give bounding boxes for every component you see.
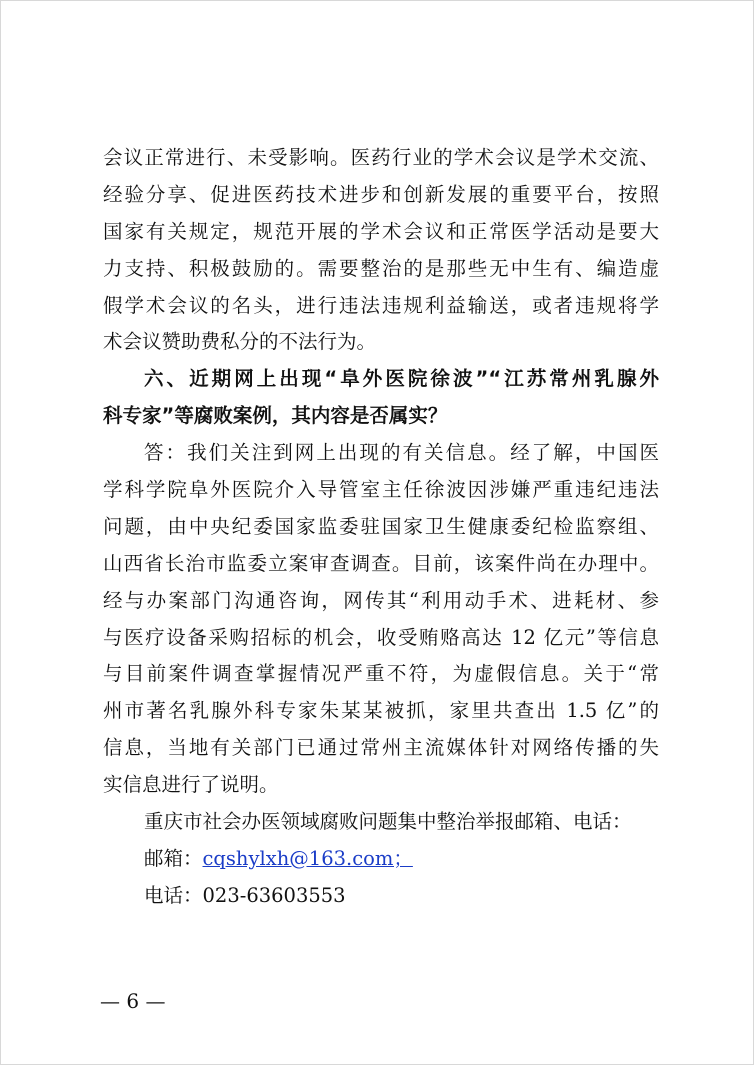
email-label: 邮箱： [144, 846, 203, 870]
question-heading: 科专家”等腐败案例，其内容是否属实？ [103, 404, 448, 428]
contact-heading: 重庆市社会办医领域腐败问题集中整治举报邮箱、电话： [144, 810, 632, 834]
answer-line: 与目前案件调查掌握情况严重不符，为虚假信息。关于“常 [103, 662, 659, 686]
body-line: 会议正常进行、未受影响。医药行业的学术会议是学术交流、 [103, 146, 659, 169]
answer-line: 答：我们关注到网上出现的有关信息。经了解，中国医 [144, 441, 659, 465]
phone-label: 电话： [144, 883, 203, 907]
email-link[interactable]: cqshylxh@163.com； [202, 846, 413, 870]
answer-line: 经与办案部门沟通咨询，网传其“利用动手术、进耗材、参 [103, 588, 659, 612]
answer-line: 学科学院阜外医院介入导管室主任徐波因涉嫌严重违纪违法 [103, 478, 659, 502]
contact-email [103, 841, 659, 878]
question-heading: 六、近期网上出现“阜外医院徐波”“江苏常州乳腺外 [144, 367, 659, 391]
body-line: 力支持、积极鼓励的。需要整治的是那些无中生有、编造虚 [103, 256, 659, 280]
contact-phone [103, 878, 659, 915]
body-line: 国家有关规定，规范开展的学术会议和正常医学活动是要大 [103, 219, 659, 243]
phone-number: 023-63603553 [202, 883, 346, 907]
answer-line: 山西省长治市监委立案审查调查。目前，该案件尚在办理中。 [103, 551, 659, 575]
body-line: 假学术会议的名头，进行违法违规利益输送，或者违规将学 [103, 293, 659, 317]
answer-line: 州市著名乳腺外科专家朱某某被抓，家里共查出 1.5 亿”的 [103, 699, 659, 723]
page-number: — 6 — [100, 989, 166, 1013]
answer-line: 问题，由中央纪委国家监委驻国家卫生健康委纪检监察组、 [103, 514, 659, 538]
body-line: 术会议赞助费私分的不法行为。 [103, 330, 377, 354]
answer-line: 信息，当地有关部门已通过常州主流媒体针对网络传播的失 [103, 736, 659, 760]
answer-line: 与医疗设备采购招标的机会，收受贿赂高达 12 亿元”等信息 [103, 625, 659, 649]
answer-line: 实信息进行了说明。 [103, 773, 279, 797]
document-body [103, 140, 659, 915]
body-line: 经验分享、促进医药技术进步和创新发展的重要平台，按照 [103, 182, 659, 206]
